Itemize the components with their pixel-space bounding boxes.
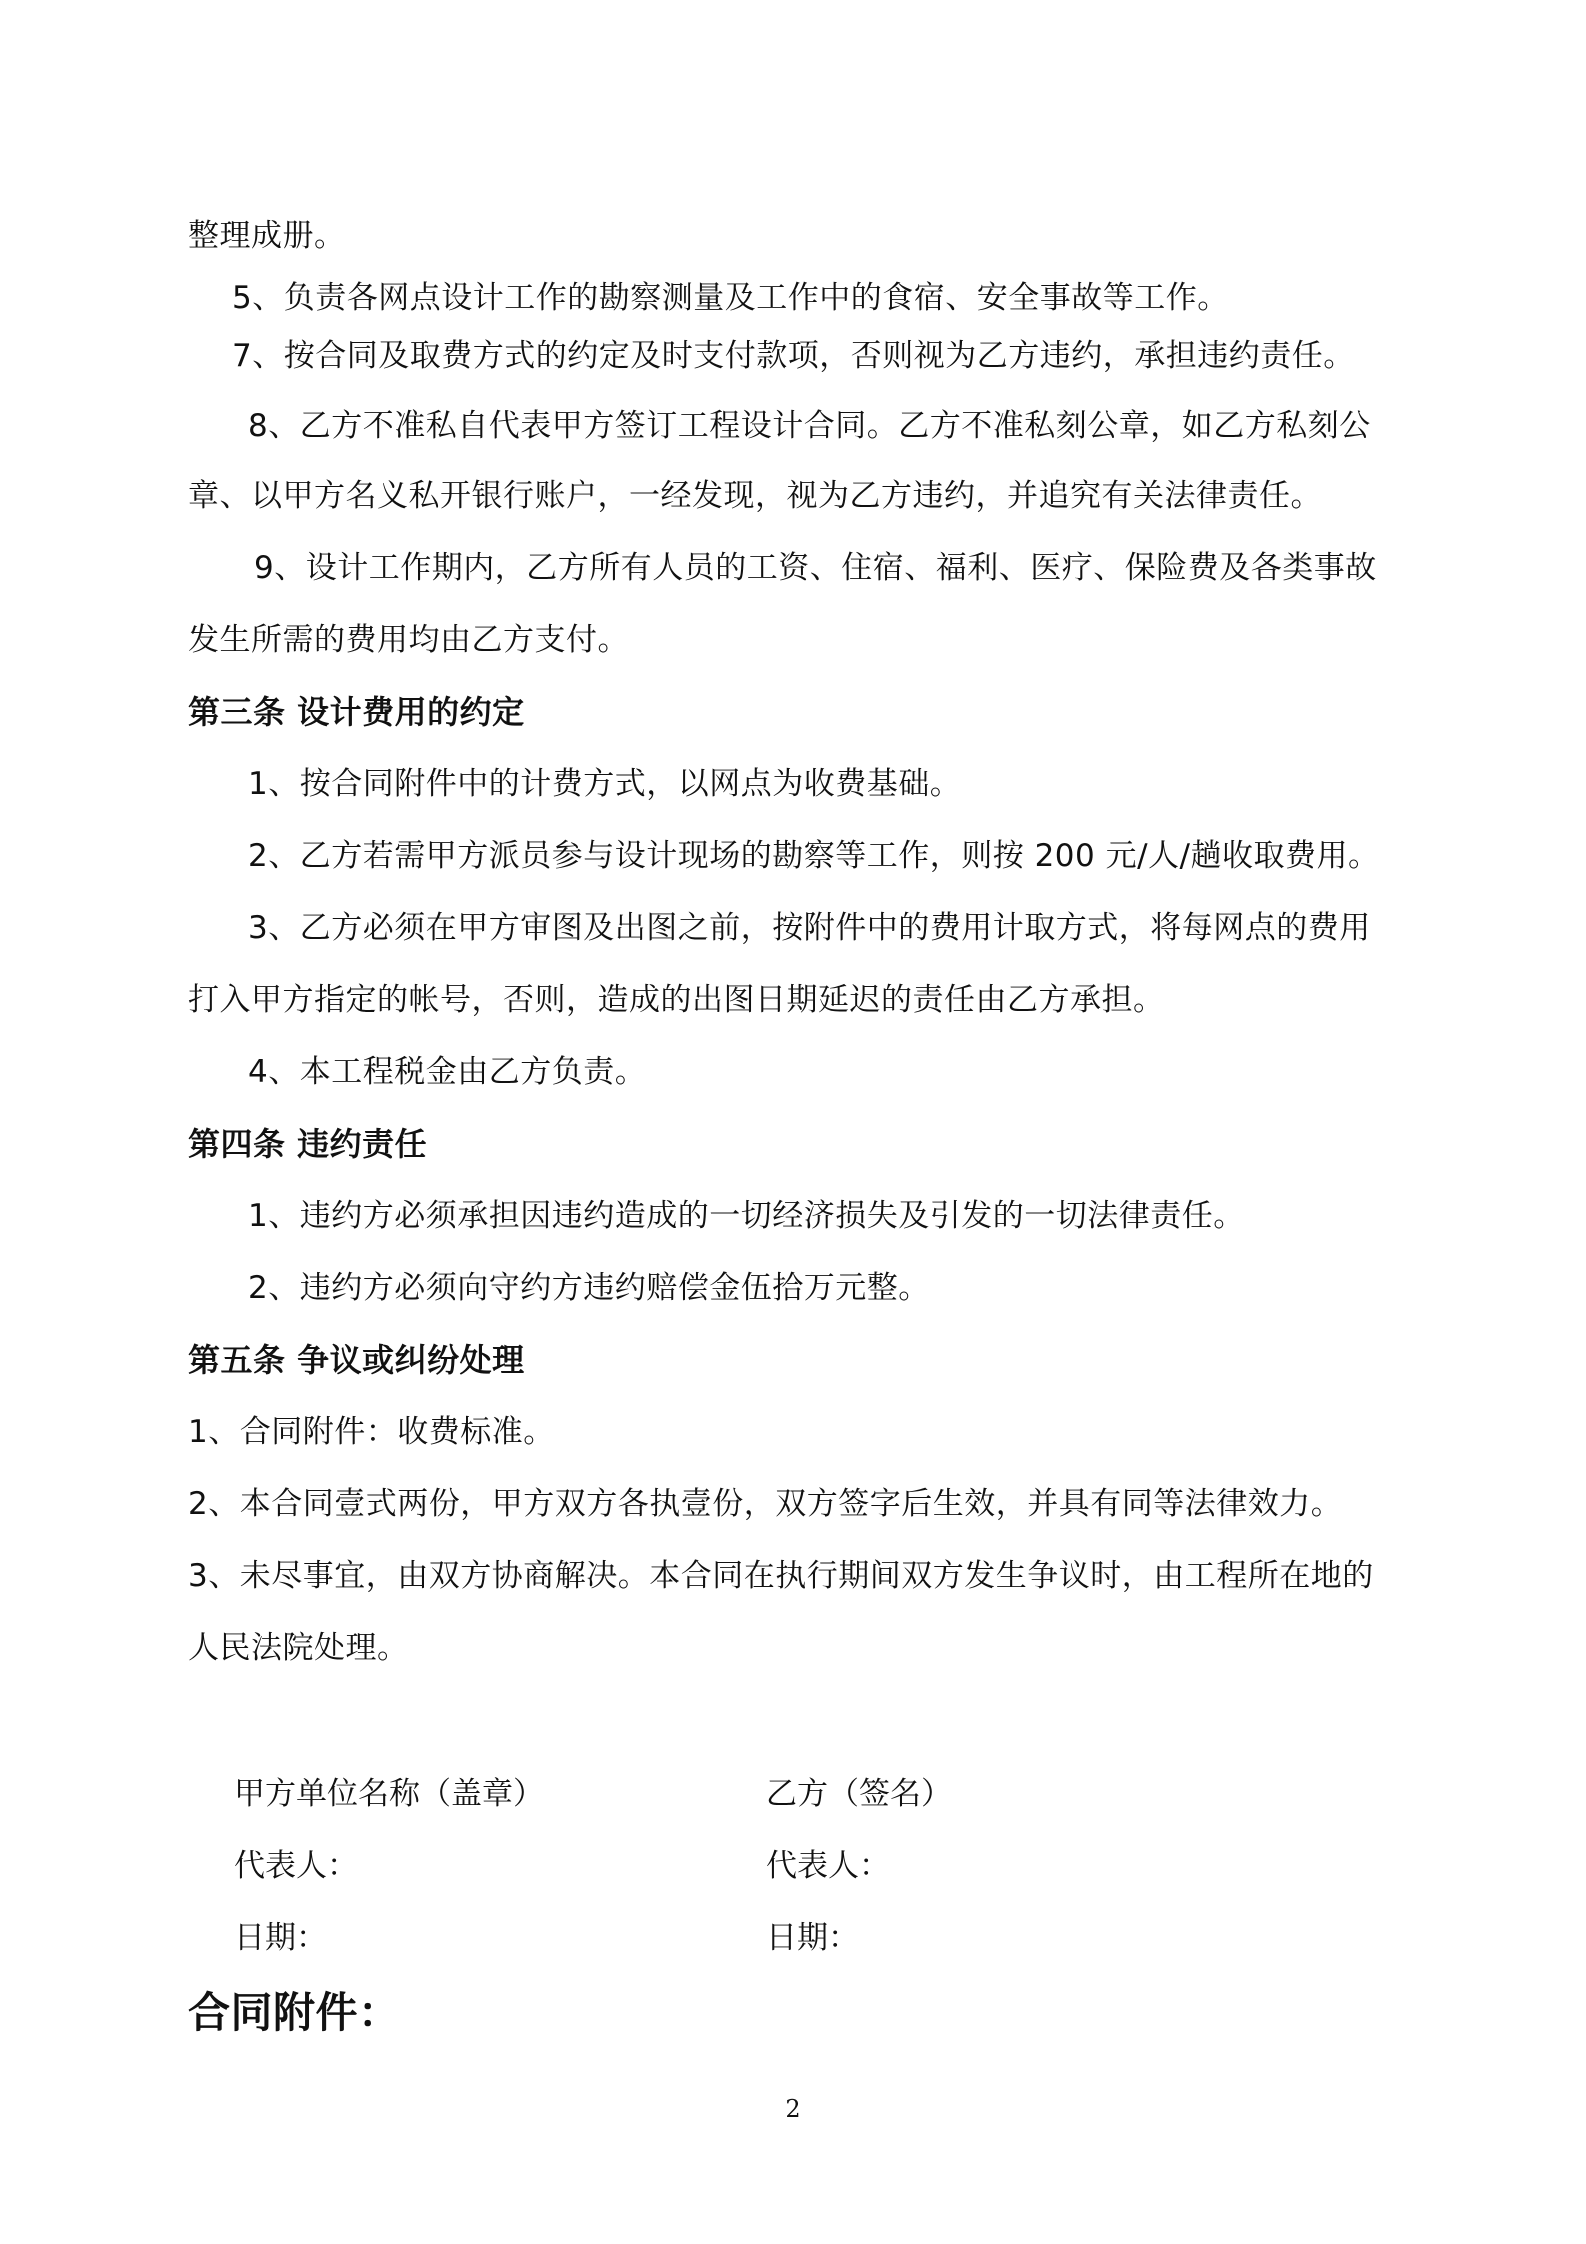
party-b-date-label: 日期：	[766, 1920, 859, 1956]
party-a-date-label: 日期：	[234, 1920, 327, 1956]
body-line-9: 1、按合同附件中的计费方式，以网点为收费基础。	[248, 766, 962, 802]
body-line-13: 4、本工程税金由乙方负责。	[248, 1054, 647, 1090]
body-line-6: 9、设计工作期内，乙方所有人员的工资、住宿、福利、医疗、保险费及各类事故	[254, 550, 1377, 586]
body-line-12: 打入甲方指定的帐号，否则，造成的出图日期延迟的责任由乙方承担。	[188, 982, 1165, 1018]
body-line-4: 8、乙方不准私自代表甲方签订工程设计合同。乙方不准私刻公章，如乙方私刻公	[248, 408, 1371, 444]
party-b-rep-label: 代表人：	[766, 1848, 890, 1884]
body-line-18: 1、合同附件：收费标准。	[188, 1414, 555, 1450]
body-line-5: 章、以甲方名义私开银行账户，一经发现，视为乙方违约，并追究有关法律责任。	[188, 478, 1322, 514]
body-line-2: 5、负责各网点设计工作的勘察测量及工作中的食宿、安全事故等工作。	[232, 280, 1229, 316]
body-line-1: 整理成册。	[188, 218, 346, 254]
section-heading-4: 第四条 违约责任	[188, 1125, 428, 1163]
body-line-15: 1、违约方必须承担因违约造成的一切经济损失及引发的一切法律责任。	[248, 1198, 1245, 1234]
section-heading-5: 第五条 争议或纠纷处理	[188, 1341, 525, 1379]
body-line-21: 人民法院处理。	[188, 1630, 409, 1666]
party-a-rep-label: 代表人：	[234, 1848, 358, 1884]
body-line-20: 3、未尽事宜，由双方协商解决。本合同在执行期间双方发生争议时，由工程所在地的	[188, 1558, 1374, 1594]
body-line-11: 3、乙方必须在甲方审图及出图之前，按附件中的费用计取方式，将每网点的费用	[248, 910, 1371, 946]
attachment-title: 合同附件：	[188, 1988, 401, 2037]
body-line-7: 发生所需的费用均由乙方支付。	[188, 622, 629, 658]
body-line-3: 7、按合同及取费方式的约定及时支付款项，否则视为乙方违约，承担违约责任。	[232, 338, 1355, 374]
body-line-16: 2、违约方必须向守约方违约赔偿金伍拾万元整。	[248, 1270, 930, 1306]
party-b-name-label: 乙方（签名）	[766, 1776, 952, 1812]
page-number: 2	[785, 2095, 801, 2123]
body-line-10: 2、乙方若需甲方派员参与设计现场的勘察等工作，则按 200 元/人/趟收取费用。	[248, 838, 1380, 874]
party-a-name-label: 甲方单位名称（盖章）	[234, 1776, 544, 1812]
section-heading-3: 第三条 设计费用的约定	[188, 693, 525, 731]
body-line-19: 2、本合同壹式两份，甲方双方各执壹份，双方签字后生效，并具有同等法律效力。	[188, 1486, 1343, 1522]
